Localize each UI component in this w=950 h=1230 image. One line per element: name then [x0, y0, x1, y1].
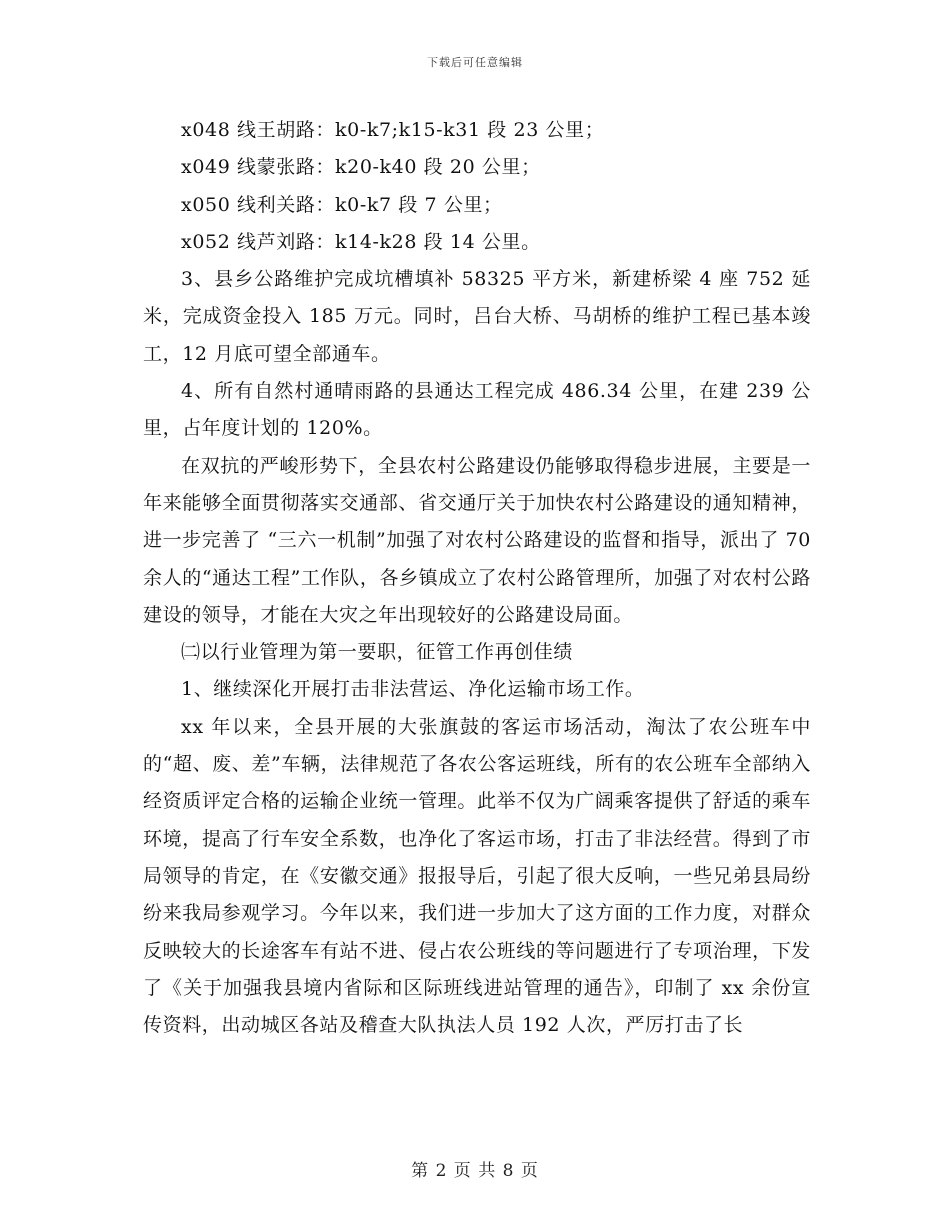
- paragraph-x052: x052 线芦刘路：k14-k28 段 14 公里。: [181, 230, 541, 253]
- paragraph-body: xx 年以来，全县开展的大张旗鼓的客运市场活动，淘汰了农公班车中的“超、废、差”车辆，法律规范了各农公客运班线，所有的农公班车全部纳入经资质评定合格的运输企业统一管理。此举不仅为广阔乘客提供了舒适的乘车环境，提高了行车安全系数，也净化了客运市场，打击了非法经营。得到了市局领导的肯定，在《安徽交通》报报导后，引起了很大反响，一些兄弟县局纷纷来我局参观学习。今年以来，我们进一步加大了这方面的工作力度，对群众反映较大的长途客车有站不进、侵占农公班线的等问题进行了专项治理，下发了《关于加强我县境内省际和区际班线进站管理的通告》，印制了 xx 余份宣传资料，出动城区各站及稽查大队执法人员 192 人次，严厉打击了长: [143, 715, 811, 1037]
- page-footer: 第 2 页 共 8 页: [411, 1161, 539, 1181]
- paragraph-x049: x049 线蒙张路：k20-k40 段 20 公里；: [181, 156, 541, 179]
- paragraph-item-4: 4、所有自然村通晴雨路的县通达工程完成 486.34 公里，在建 239 公里，占年度计划的 120%。: [143, 380, 811, 440]
- paragraph-item-1: 1、继续深化开展打击非法营运、净化运输市场工作。: [181, 678, 645, 701]
- page-header: 下载后可任意编辑: [427, 56, 523, 69]
- paragraph-x048: x048 线王胡路：k0-k7;k15-k31 段 23 公里；: [181, 119, 605, 141]
- section-heading: ㈡以行业管理为第一要职，征管工作再创佳绩: [181, 641, 574, 664]
- paragraph-summary: 在双抗的严峻形势下，全县农村公路建设仍能够取得稳步进展，主要是一年来能够全面贯彻落实交通部、省交通厅关于加快农村公路建设的通知精神，进一步完善了 “三六一机制”加强了对农村公路建设的监督和指导，派出了 70 余人的“通达工程”工作队，各乡镇成立了农村公路管理所，加强了对农村公路建设的领导，才能在大灾之年出现较好的公路建设局面。: [143, 454, 811, 626]
- paragraph-item-3: 3、县乡公路维护完成坑槽填补 58325 平方米，新建桥梁 4 座 752 延米，完成资金投入 185 万元。同时，吕台大桥、马胡桥的维护工程已基本竣工，12 月底可望全部通车。: [143, 268, 811, 365]
- paragraph-x050: x050 线利关路：k0-k7 段 7 公里；: [181, 193, 503, 216]
- document-body: [143, 112, 811, 1044]
